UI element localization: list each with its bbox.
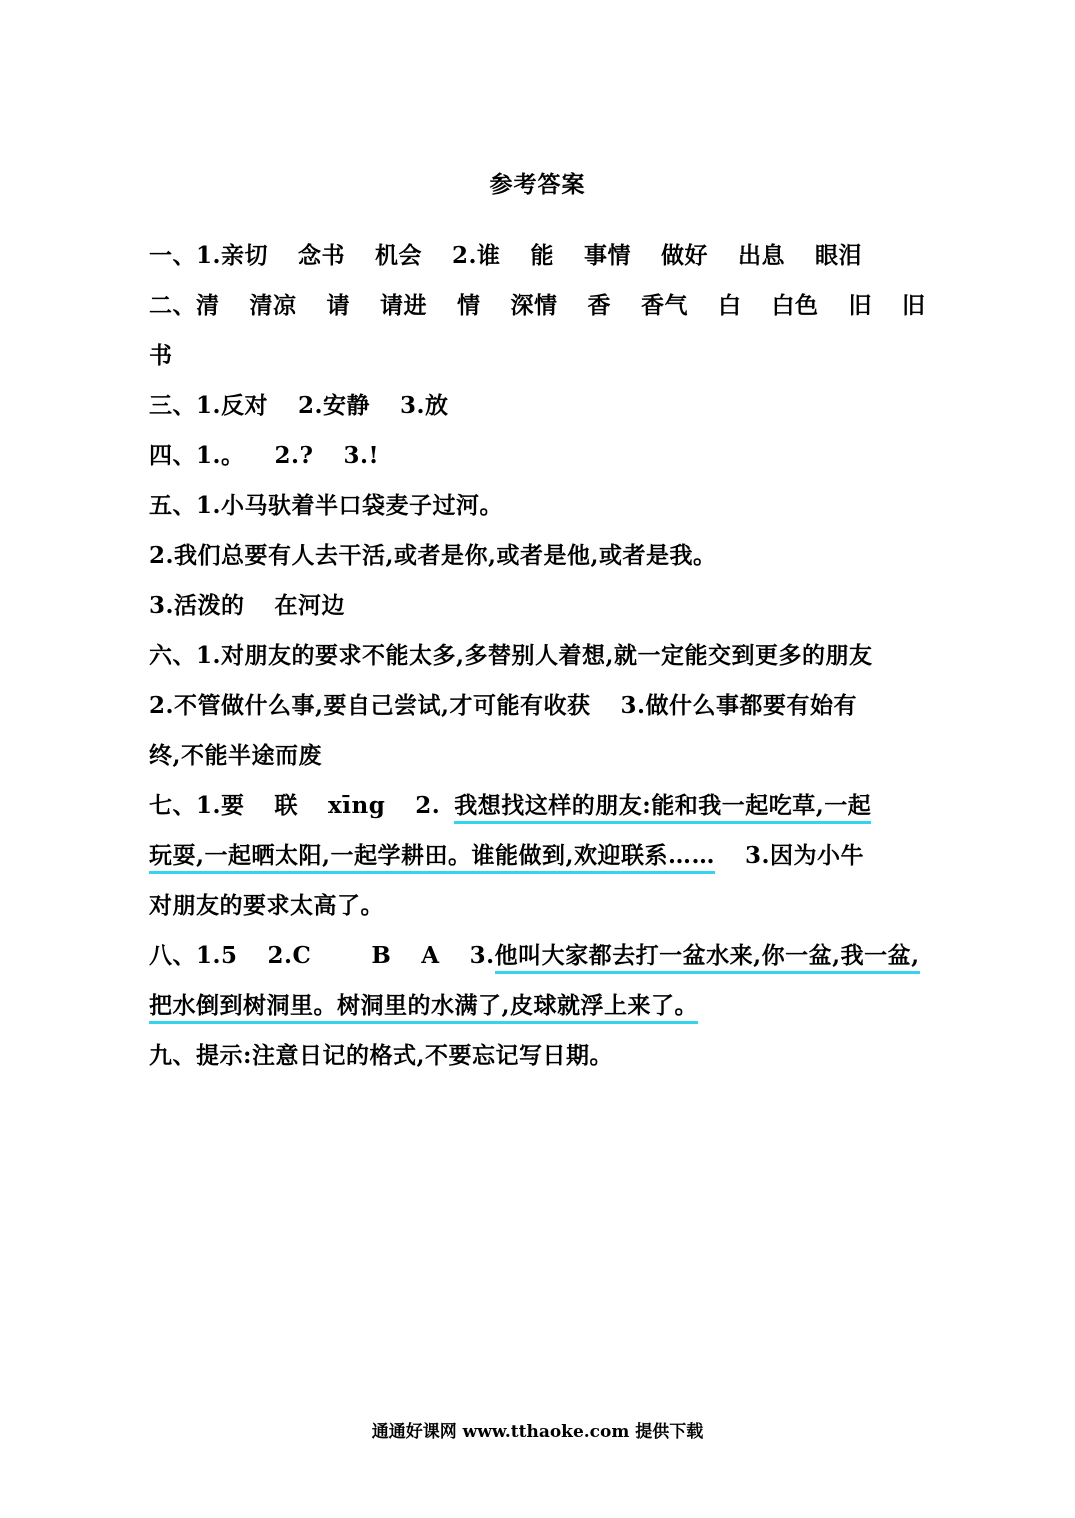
answer-4 (149, 431, 919, 481)
answer-item: B (371, 942, 392, 969)
answer-item: 1.要 (196, 792, 245, 819)
answer-item: 2.安静 (298, 392, 371, 419)
answer-item: 3.放 (400, 392, 449, 419)
answer-item: 旧 (848, 292, 872, 319)
answer-item: 书 (149, 342, 173, 369)
answer-item: 2.? (274, 442, 314, 469)
answer-item: 1.。 (196, 442, 245, 469)
answer-2-wrap (149, 331, 919, 381)
answer-6-3 (149, 731, 919, 781)
answer-item: 眼泪 (815, 242, 863, 269)
answer-text: 3.因为小牛 (745, 842, 865, 869)
answer-3-label: 三、 (149, 392, 196, 419)
answer-item: 白色 (771, 292, 819, 319)
answer-item: 做好 (661, 242, 709, 269)
answer-item: 出息 (738, 242, 786, 269)
answer-7-3 (149, 881, 919, 931)
answer-item: 旧 (902, 292, 926, 319)
answer-item: 3.! (343, 442, 380, 469)
answer-text: 3.做什么事都要有始有 (620, 692, 858, 719)
answer-1 (149, 231, 919, 281)
answer-item: 深情 (510, 292, 558, 319)
answer-item: A (421, 942, 440, 969)
answer-5-2 (149, 531, 919, 581)
answer-8-label: 八、 (149, 942, 196, 969)
answer-item: 请 (326, 292, 350, 319)
answer-text: 2.不管做什么事,要自己尝试,才可能有收获 (149, 692, 591, 719)
answer-2 (149, 281, 926, 331)
underlined-answer: 他叫大家都去打一盆水来,你一盆,我一盆, (495, 942, 920, 974)
answer-item: 1.5 (196, 942, 238, 969)
underlined-answer: 玩耍,一起晒太阳,一起学耕田。谁能做到,欢迎联系…… (149, 842, 715, 874)
answer-5 (149, 481, 919, 531)
answer-item: xīng (328, 792, 386, 819)
answer-text: 2.我们总要有人去干活,或者是你,或者是他,或者是我。 (149, 542, 717, 569)
answer-6 (149, 631, 919, 681)
answer-item: 2.谁 (452, 242, 501, 269)
answer-list (149, 231, 926, 1081)
answer-1-label: 一、 (149, 242, 196, 269)
answer-9-label: 九、 (149, 1042, 196, 1069)
answer-text: 1.对朋友的要求不能太多,多替别人着想,就一定能交到更多的朋友 (196, 642, 873, 669)
answer-2-label: 二、 (149, 292, 196, 319)
answer-7-2 (149, 831, 919, 881)
answer-5-3 (149, 581, 919, 631)
answer-item: 2.C (267, 942, 312, 969)
answer-6-label: 六、 (149, 642, 196, 669)
answer-item: 1.反对 (196, 392, 269, 419)
answer-text: 1.小马驮着半口袋麦子过河。 (196, 492, 504, 519)
underlined-answer: 把水倒到树洞里。树洞里的水满了,皮球就浮上来了。 (149, 992, 698, 1024)
answer-item: 清 (196, 292, 220, 319)
page-title: 参考答案 (489, 171, 586, 198)
answer-item: 3.活泼的 (149, 592, 245, 619)
answer-item: 白 (718, 292, 742, 319)
answer-item: 机会 (375, 242, 423, 269)
answer-item: 念书 (298, 242, 346, 269)
answer-item: 事情 (584, 242, 632, 269)
answer-text: 提示:注意日记的格式,不要忘记写日期。 (196, 1042, 613, 1069)
answer-7-label: 七、 (149, 792, 196, 819)
answer-item: 在河边 (274, 592, 346, 619)
answer-4-label: 四、 (149, 442, 196, 469)
answer-item: 能 (530, 242, 555, 269)
answer-7 (149, 781, 919, 831)
answer-item: 请进 (380, 292, 427, 319)
answer-5-label: 五、 (149, 492, 196, 519)
answer-9 (149, 1031, 919, 1081)
answer-8-2 (149, 981, 919, 1031)
answer-3 (149, 381, 919, 431)
answer-text: 对朋友的要求太高了。 (149, 892, 384, 919)
answer-text: 终,不能半途而废 (149, 742, 323, 769)
answer-item: 联 (274, 792, 299, 819)
answer-item: 清凉 (249, 292, 297, 319)
answer-item: 1.亲切 (196, 242, 269, 269)
answer-6-2 (149, 681, 919, 731)
answer-item: 3. (469, 942, 495, 969)
answer-8 (149, 931, 919, 981)
answer-item: 2. (415, 792, 441, 819)
answer-item: 香气 (641, 292, 688, 319)
answer-item: 情 (457, 292, 481, 319)
answer-item: 香 (587, 292, 611, 319)
footer-source: 通通好课网 www.tthaoke.com 提供下载 (371, 1422, 704, 1442)
underlined-answer: 我想找这样的朋友:能和我一起吃草,一起 (454, 792, 871, 824)
